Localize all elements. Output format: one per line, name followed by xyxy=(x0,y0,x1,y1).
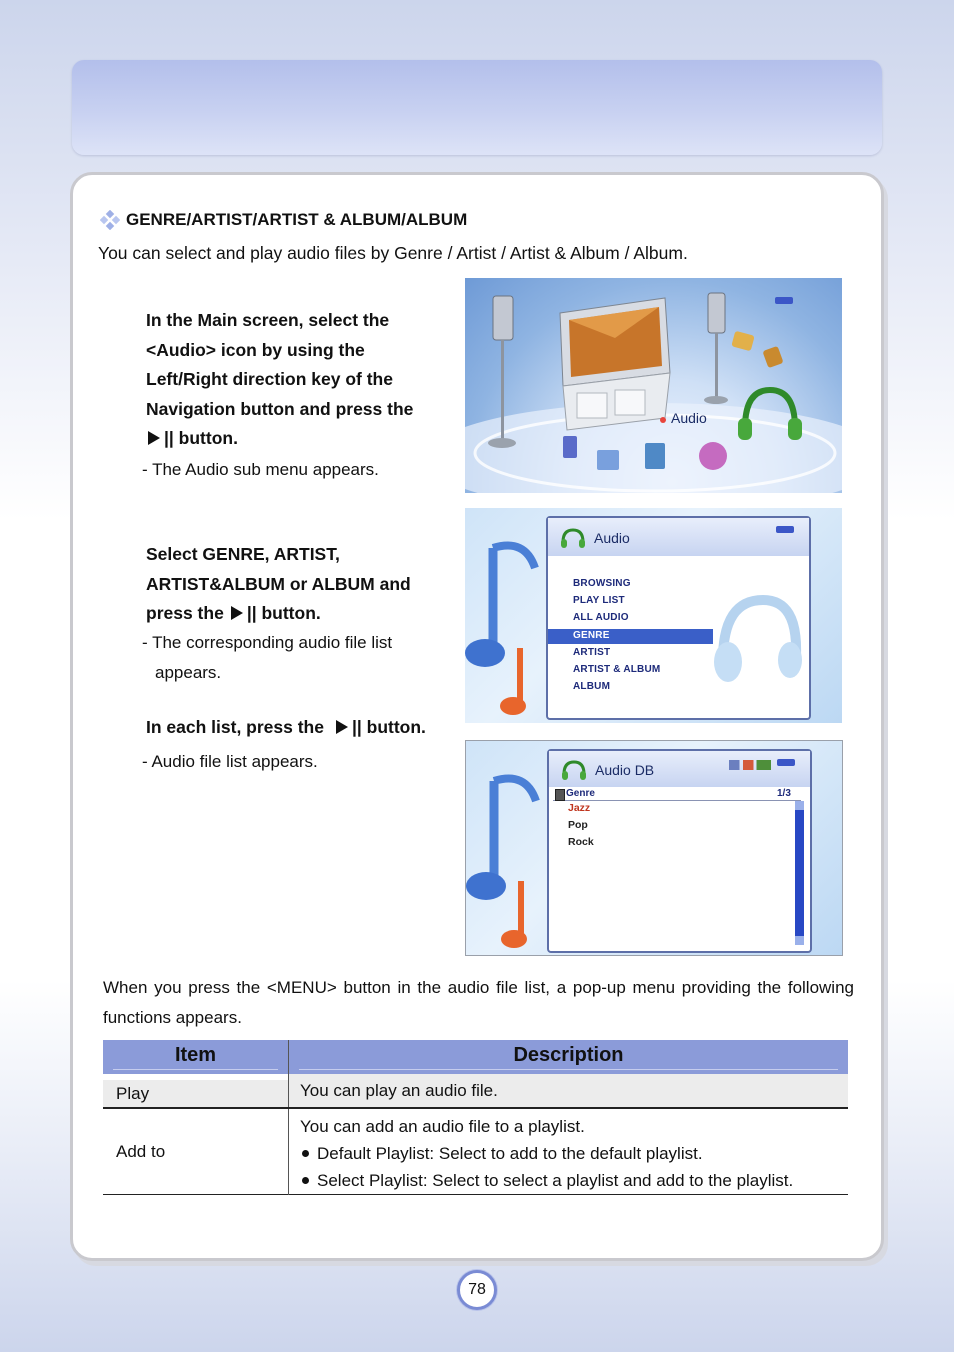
main-screen-screenshot xyxy=(465,278,842,493)
header-item: Item xyxy=(103,1040,289,1074)
step-1-line: Left/Right direction key of the xyxy=(146,369,393,389)
menu-paragraph: When you press the <MENU> button in the audio file list, a pop-up menu providing the following functions appears. xyxy=(103,978,854,1027)
menu-item-play-list[interactable]: PLAY LIST xyxy=(573,595,625,606)
step-1-line: <Audio> icon by using the xyxy=(146,339,365,360)
audio-menu-titlebar xyxy=(548,518,809,556)
audio-db-screenshot xyxy=(465,740,843,956)
row-bullet: Default Playlist: Select to add to the default playlist. xyxy=(300,1140,848,1167)
headphones-icon xyxy=(560,528,586,550)
main-screen-audio-label: Audio xyxy=(671,410,707,426)
row-description-cell xyxy=(289,1108,849,1195)
step-2 xyxy=(146,540,446,629)
row-bullet: Select Playlist: Select to select a playlist and add to the playlist. xyxy=(300,1167,848,1194)
page-number: 78 xyxy=(457,1270,497,1310)
step-1-button-line: || button. xyxy=(146,424,446,454)
main-screen-art xyxy=(465,278,842,493)
step-1-line: Navigation button and press the xyxy=(146,398,414,419)
header-band xyxy=(72,60,882,155)
step-1-line: In the Main screen, select the xyxy=(146,310,390,330)
step-2-line: ARTIST&ALBUM or ALBUM and xyxy=(146,573,411,594)
step-3-note: - Audio file list appears. xyxy=(142,752,318,771)
row-item: Add to xyxy=(103,1108,289,1195)
category-label: Genre xyxy=(566,788,595,799)
section-title xyxy=(100,210,467,230)
row-description: You can play an audio file. xyxy=(289,1074,849,1108)
headphones-icon xyxy=(561,760,587,782)
bullet-icon xyxy=(302,1150,309,1157)
menu-item-genre[interactable]: GENRE xyxy=(573,630,610,641)
bullet-icon xyxy=(302,1177,309,1184)
menu-item-all-audio[interactable]: ALL AUDIO xyxy=(573,612,629,623)
step-3-button-line: In each list, press the || button. xyxy=(146,717,426,737)
genre-item-pop[interactable]: Pop xyxy=(568,819,588,831)
step-1-note: - The Audio sub menu appears. xyxy=(142,460,379,479)
functions-table xyxy=(103,1040,848,1195)
audio-db-window xyxy=(547,749,812,953)
step-2-button-line: press the || button. xyxy=(146,603,321,623)
scrollbar[interactable] xyxy=(795,801,804,945)
menu-item-album[interactable]: ALBUM xyxy=(573,681,611,692)
row-item: Play xyxy=(103,1074,289,1108)
step-2-note-line: - The corresponding audio file list xyxy=(142,633,393,652)
step-2-note xyxy=(142,628,392,687)
menu-item-browsing[interactable]: BROWSING xyxy=(573,578,631,589)
scroll-up-arrow-icon[interactable] xyxy=(795,801,804,810)
step-1 xyxy=(146,306,446,454)
header-description: Description xyxy=(289,1040,849,1074)
table-row xyxy=(103,1074,848,1108)
headphones-watermark-icon xyxy=(708,590,803,690)
folder-icon xyxy=(555,789,565,801)
section-intro: You can select and play audio files by Genre / Artist / Artist & Album / Album. xyxy=(98,243,688,263)
audio-menu-window xyxy=(546,516,811,720)
battery-icon xyxy=(776,526,794,533)
audio-menu-title: Audio xyxy=(594,530,630,546)
menu-item-artist[interactable]: ARTIST xyxy=(573,647,611,658)
audio-db-title: Audio DB xyxy=(595,762,655,778)
play-pause-icon xyxy=(231,606,243,620)
page-indicator: 1/3 xyxy=(777,788,791,799)
step-2-note-line: appears. xyxy=(155,662,222,682)
table-row xyxy=(103,1108,848,1195)
menu-item-artist-album[interactable]: ARTIST & ALBUM xyxy=(573,664,661,675)
audio-menu-screenshot xyxy=(465,508,842,723)
step-2-line: Select GENRE, ARTIST, xyxy=(146,544,340,564)
battery-icon xyxy=(777,759,795,766)
section-title-text: GENRE/ARTIST/ARTIST & ALBUM/ALBUM xyxy=(126,210,468,229)
play-pause-icon xyxy=(148,431,160,445)
diamond-bullet-icon xyxy=(100,210,120,230)
genre-item-rock[interactable]: Rock xyxy=(568,836,594,848)
play-pause-icon xyxy=(336,720,348,734)
genre-item-jazz[interactable]: Jazz xyxy=(568,802,591,814)
row-description: You can add an audio file to a playlist. xyxy=(300,1117,585,1136)
scroll-down-arrow-icon[interactable] xyxy=(795,936,804,945)
status-icons xyxy=(729,760,771,770)
